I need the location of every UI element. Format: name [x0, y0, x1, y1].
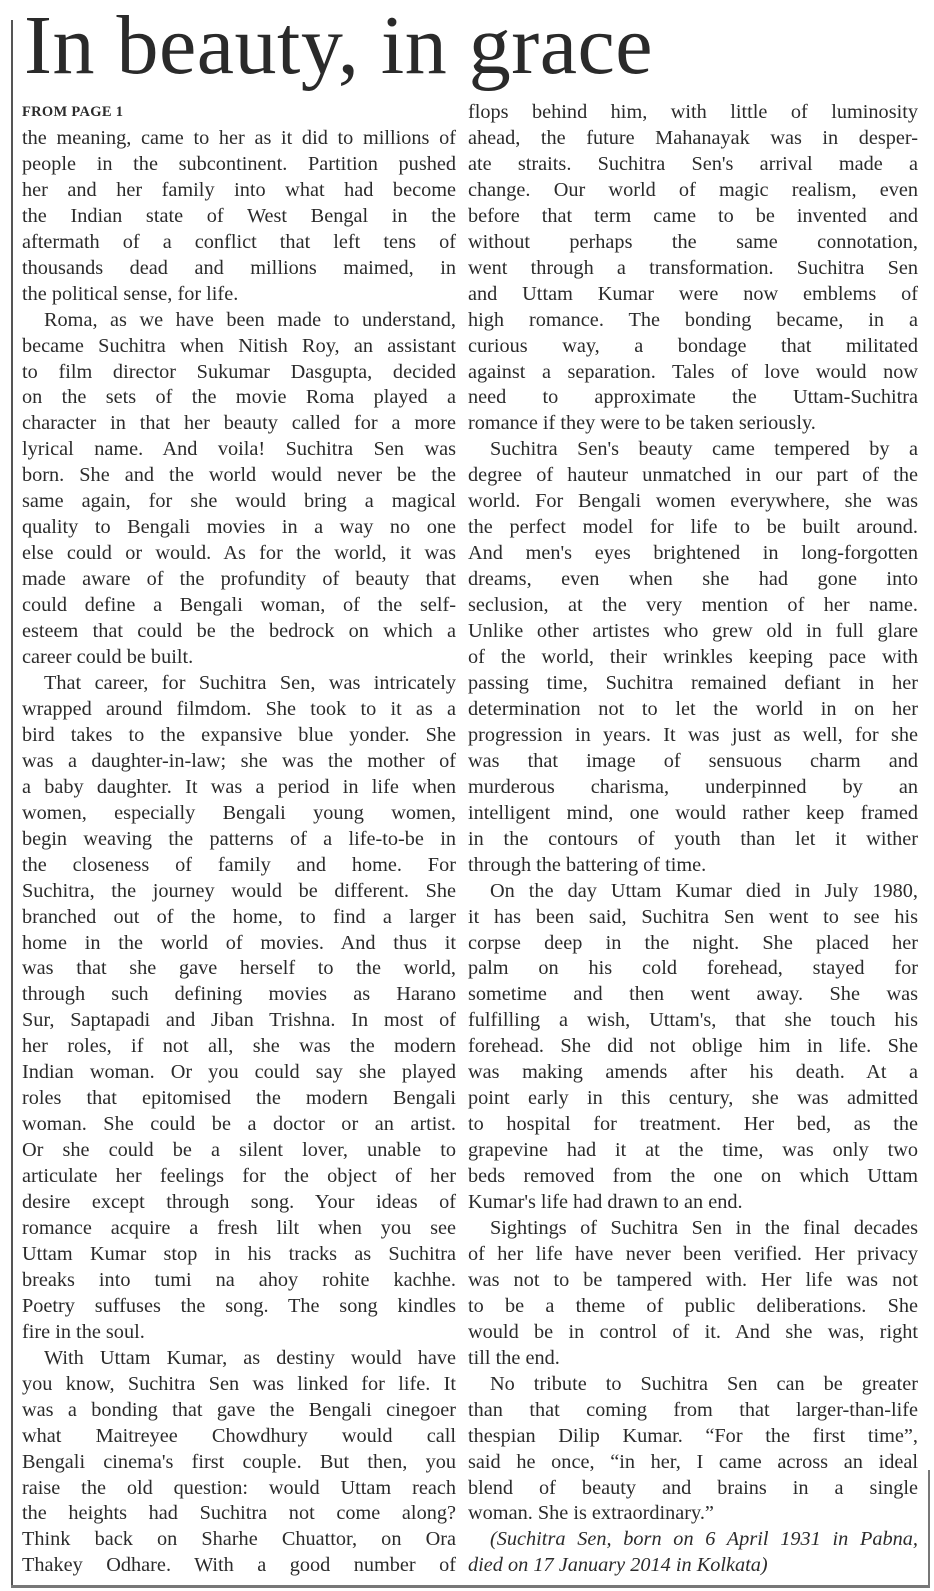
text-line: home in the world of movies. And thus it	[22, 931, 456, 954]
text-line: same again, for she would bring a magical	[22, 490, 456, 513]
text-line: desire except through song. Your ideas of	[22, 1191, 456, 1214]
text-line: ahead, the future Mahanayak was in desper-	[468, 126, 918, 149]
text-line: high romance. The bonding became, in a	[468, 308, 918, 331]
frame-left-rule	[11, 20, 13, 1588]
text-line: was that image of sensuous charm and	[468, 749, 918, 772]
article-paragraph	[22, 126, 456, 308]
text-line: became Suchitra when Nitish Roy, an assistant	[22, 334, 456, 357]
text-line: would be in control of it. And she was, right	[468, 1320, 918, 1343]
text-line: Or she could be a silent lover, unable to	[22, 1139, 456, 1162]
text-line: to hospital for treatment. Her bed, as the	[468, 1113, 918, 1136]
text-line: aftermath of a conflict that left tens of	[22, 230, 456, 253]
article-paragraph	[22, 1346, 456, 1580]
text-line: on the sets of the movie Roma played a	[22, 386, 456, 409]
text-line: else could or would. As for the world, it was	[22, 542, 456, 565]
text-line: than that coming from that larger-than-life	[468, 1398, 918, 1421]
text-line: Indian woman. Or you could say she played	[22, 1061, 456, 1084]
text-line: Sightings of Suchitra Sen in the final decades	[490, 1216, 918, 1239]
text-line: And men's eyes brightened in long-forgotten	[468, 542, 918, 565]
text-line: corpse deep in the night. She placed her	[468, 931, 918, 954]
text-line: and Uttam Kumar were now emblems of	[468, 282, 918, 305]
article-headline: In beauty, in grace	[24, 0, 654, 92]
text-line: On the day Uttam Kumar died in July 1980,	[490, 879, 918, 902]
text-line: through such defining movies as Harano	[22, 983, 456, 1006]
text-line: With Uttam Kumar, as destiny would have	[44, 1346, 456, 1369]
article-paragraph	[468, 1216, 918, 1372]
text-line: to be a theme of public deliberations. She	[468, 1294, 918, 1317]
article-paragraph	[468, 1372, 918, 1528]
text-line: the Indian state of West Bengal in the	[22, 204, 456, 227]
text-line: made aware of the profundity of beauty that	[22, 568, 456, 591]
text-line: to film director Sukumar Dasgupta, decided	[22, 360, 456, 383]
text-line: her roles, if not all, she was the modern	[22, 1035, 456, 1058]
text-line: curious way, a bondage that militated	[468, 334, 918, 357]
text-line: of her life have never been verified. Her privacy	[468, 1242, 918, 1265]
text-line: could define a Bengali woman, of the self-	[22, 594, 456, 617]
text-line: without perhaps the same connotation,	[468, 230, 918, 253]
article-paragraph	[468, 879, 918, 1216]
text-line: thespian Dilip Kumar. “For the first time”,	[468, 1424, 918, 1447]
text-line: career could be built.	[22, 646, 194, 669]
text-line: need to approximate the Uttam-Suchitra	[468, 386, 918, 409]
text-line: intelligent mind, one would rather keep framed	[468, 801, 918, 824]
text-line: flops behind him, with little of luminosity	[468, 101, 918, 123]
text-line: point early in this century, she was admitted	[468, 1087, 918, 1110]
text-line: a baby daughter. It was a period in life when	[22, 775, 456, 798]
text-line: was a daughter-in-law; she was the mother of	[22, 749, 456, 772]
text-line: romance acquire a fresh lilt when you see	[22, 1216, 456, 1239]
text-line: murderous charisma, underpinned by an	[468, 775, 918, 798]
text-line: born. She and the world would never be the	[22, 464, 456, 487]
text-line: wrapped around filmdom. She took to it as a	[22, 697, 456, 720]
text-line: the meaning, came to her as it did to millions of	[22, 126, 456, 149]
text-line: romance if they were to be taken seriously.	[468, 412, 816, 435]
text-line: esteem that could be the bedrock on which a	[22, 620, 456, 643]
frame-bottom-rule	[11, 1585, 930, 1588]
text-line: progression in years. It was just as well, for she	[468, 723, 918, 746]
text-line: before that term came to be invented and	[468, 204, 918, 227]
text-line: Roma, as we have been made to understand,	[44, 308, 456, 331]
text-line: forehead. She did not oblige him in life. She	[468, 1035, 918, 1058]
text-line: bird takes to the expansive blue yonder. She	[22, 723, 456, 746]
text-line: said he once, “in her, I came across an ideal	[468, 1450, 918, 1473]
text-line: was a bonding that gave the Bengali cinegoer	[22, 1398, 456, 1421]
text-line: Kumar's life had drawn to an end.	[468, 1191, 743, 1214]
text-line: fulfilling a wish, Uttam's, that she touch his	[468, 1009, 918, 1032]
text-line: Sur, Saptapadi and Jiban Trishna. In most of	[22, 1009, 456, 1032]
text-line: of the world, their wrinkles keeping pace with	[468, 646, 918, 669]
text-line: lyrical name. And voila! Suchitra Sen was	[22, 438, 456, 461]
text-line: went through a transformation. Suchitra Sen	[468, 256, 918, 279]
text-line: quality to Bengali movies in a way no one	[22, 516, 456, 539]
text-line: the closeness of family and home. For	[22, 853, 456, 876]
text-line: her and her family into what had become	[22, 178, 456, 201]
text-line: branched out of the home, to find a larger	[22, 905, 456, 928]
text-line: determination not to let the world in on her	[468, 697, 918, 720]
text-line: change. Our world of magic realism, even	[468, 178, 918, 201]
article-paragraph	[468, 437, 918, 878]
text-line: the political sense, for life.	[22, 282, 239, 305]
text-line: fire in the soul.	[22, 1320, 145, 1343]
text-line: women, especially Bengali young women,	[22, 801, 456, 824]
text-line: Unlike other artistes who grew old in full glare	[468, 620, 918, 643]
text-line: thousands dead and millions maimed, in	[22, 256, 456, 279]
text-line: blend of beauty and brains in a single	[468, 1476, 918, 1499]
text-line: Uttam Kumar stop in his tracks as Suchitra	[22, 1242, 456, 1265]
text-line: was that she gave herself to the world,	[22, 957, 456, 980]
text-line: dreams, even when she had gone into	[468, 568, 918, 591]
text-line: through the battering of time.	[468, 853, 707, 876]
text-line: died on 17 January 2014 in Kolkata)	[468, 1554, 768, 1577]
text-line: That career, for Suchitra Sen, was intricately	[44, 671, 456, 694]
text-line: was making amends after his death. At a	[468, 1061, 918, 1084]
text-line: begin weaving the patterns of a life-to-be in	[22, 827, 456, 850]
text-line: in the contours of youth than let it wither	[468, 827, 918, 850]
text-line: what Maitreyee Chowdhury would call	[22, 1424, 456, 1447]
text-line: (Suchitra Sen, born on 6 April 1931 in Pabna,	[490, 1528, 918, 1551]
text-line: against a separation. Tales of love would now	[468, 360, 918, 383]
text-line: palm on his cold forehead, stayed for	[468, 957, 918, 980]
text-line: world. For Bengali women everywhere, she was	[468, 490, 918, 513]
text-line: Suchitra, the journey would be different. She	[22, 879, 456, 902]
article-paragraph	[468, 100, 918, 437]
text-line: it has been said, Suchitra Sen went to see his	[468, 905, 918, 928]
text-line: Poetry suffuses the song. The song kindles	[22, 1294, 456, 1317]
text-line: people in the subcontinent. Partition pushed	[22, 152, 456, 175]
text-line: breaks into tumi na ahoy rohite kachhe.	[22, 1268, 456, 1291]
text-line: articulate her feelings for the object of her	[22, 1165, 456, 1188]
text-line: Suchitra Sen's beauty came tempered by a	[490, 438, 918, 461]
text-line: you know, Suchitra Sen was linked for life. It	[22, 1372, 456, 1395]
text-line: woman. She is extraordinary.”	[468, 1502, 714, 1525]
text-line: degree of hauteur unmatched in our part of the	[468, 464, 918, 487]
article-paragraph	[22, 671, 456, 1346]
text-line: Bengali cinema's first couple. But then, you	[22, 1450, 456, 1473]
text-line: woman. She could be a doctor or an artist.	[22, 1113, 456, 1136]
article-column-right	[468, 100, 918, 1579]
text-line: seclusion, at the very mention of her name.	[468, 594, 918, 617]
text-line: the perfect model for life to be built around.	[468, 516, 918, 539]
text-line: No tribute to Suchitra Sen can be greater	[490, 1372, 918, 1395]
text-line: the heights had Suchitra not come along?	[22, 1502, 456, 1525]
text-line: till the end.	[468, 1346, 560, 1369]
text-line: passing time, Suchitra remained defiant in her	[468, 671, 918, 694]
text-line: character in that her beauty called for a more	[22, 412, 456, 435]
text-line: roles that epitomised the modern Bengali	[22, 1087, 456, 1110]
continuation-kicker: FROM PAGE 1	[22, 104, 124, 120]
text-line: Thakey Odhare. With a good number of	[22, 1554, 456, 1577]
article-column-left	[22, 100, 456, 1579]
text-line: ate straits. Suchitra Sen's arrival made a	[468, 152, 918, 175]
text-line: sometime and then went away. She was	[468, 983, 918, 1006]
article-footnote	[468, 1527, 918, 1579]
frame-right-rule	[928, 1470, 930, 1588]
text-line: beds removed from the one on which Uttam	[468, 1165, 918, 1188]
article-paragraph	[22, 308, 456, 671]
text-line: grapevine had it at the time, was only two	[468, 1139, 918, 1162]
text-line: raise the old question: would Uttam reach	[22, 1476, 456, 1499]
text-line: Think back on Sharhe Chuattor, on Ora	[22, 1528, 456, 1551]
text-line: was not to be tampered with. Her life was not	[468, 1268, 918, 1291]
